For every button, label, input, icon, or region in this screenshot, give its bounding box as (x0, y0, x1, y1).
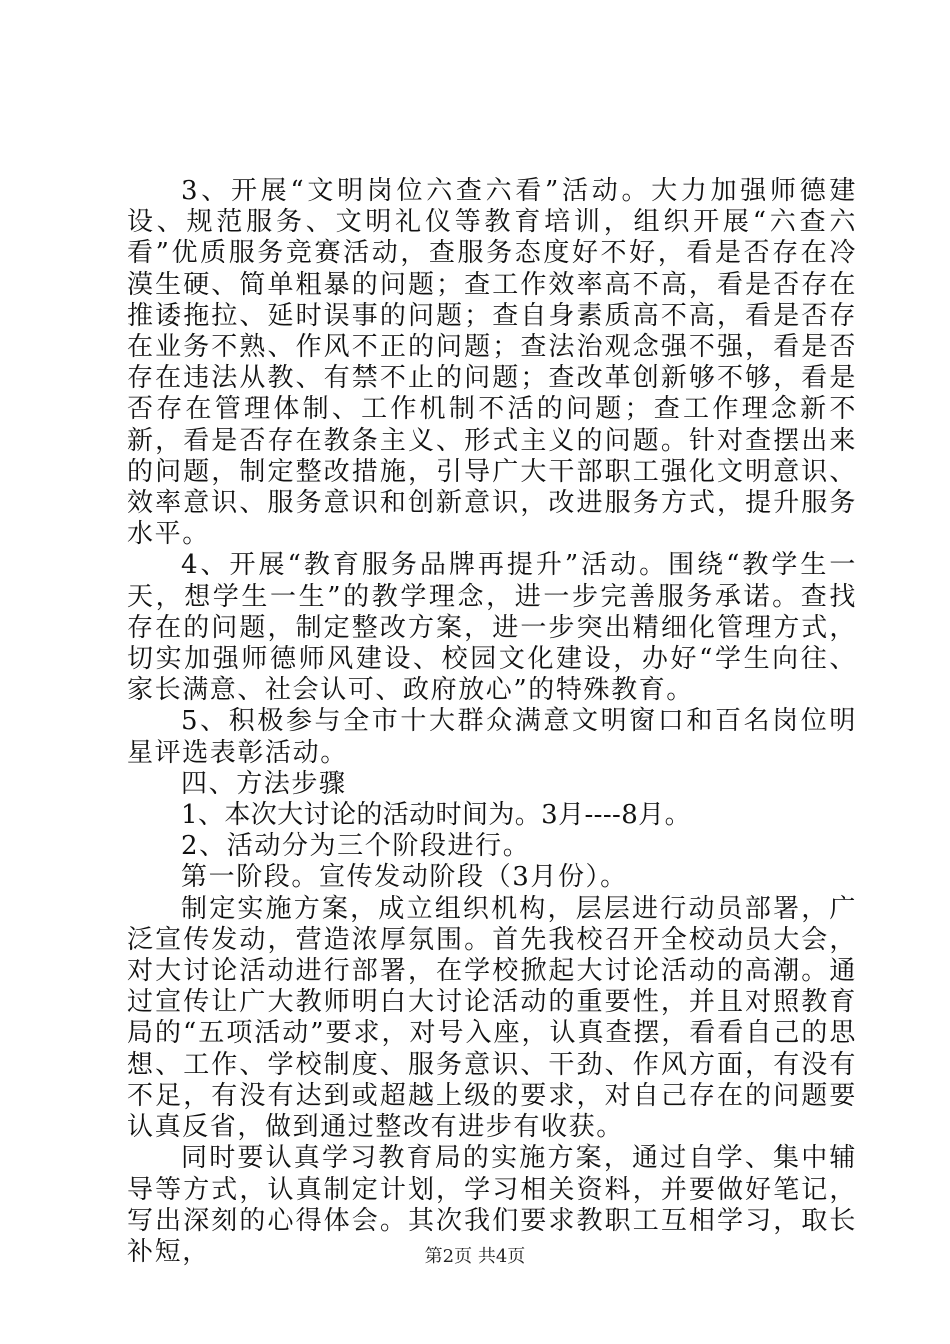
paragraph-activity-5: 5、积极参与全市十大群众满意文明窗口和百名岗位明星评选表彰活动。 (127, 706, 857, 768)
paragraph-step-2: 2、活动分为三个阶段进行。 (181, 831, 531, 862)
paragraph-study-plan: 同时要认真学习教育局的实施方案，通过自学、集中辅导等方式，认真制定计划，学习相关资料，并要做好笔记，写出深刻的心得体会。其次我们要求教职工互相学习，取长补短， (127, 1143, 857, 1267)
paragraph-phase-1-heading: 第一阶段。宣传发动阶段（3月份）。 (181, 862, 628, 893)
page-number-label: 第2页 共4页 (424, 1246, 526, 1267)
paragraph-activity-4: 4、开展“教育服务品牌再提升”活动。围绕“教学生一天，想学生一生”的教学理念，进一步完善服务承诺。查找存在的问题，制定整改方案，进一步突出精细化管理方式，切实加强师德师风建设、校园文化建设，办好“学生向往、家长满意、社会认可、政府放心”的特殊教育。 (127, 550, 857, 706)
page-footer (0, 1242, 950, 1268)
paragraph-activity-3: 3、开展“文明岗位六查六看”活动。大力加强师德建设、规范服务、文明礼仪等教育培训，组织开展“六查六看”优质服务竞赛活动，查服务态度好不好，看是否存在冷漠生硬、简单粗暴的问题；查工作效率高不高，看是否存在推诿拖拉、延时误事的问题；查自身素质高不高，看是否存在业务不熟、作风不正的问题；查法治观念强不强，看是否存在违法从教、有禁不止的问题；查改革创新够不够，看是否存在管理体制、工作机制不活的问题；查工作理念新不新，看是否存在教条主义、形式主义的问题。针对查摆出来的问题，制定整改措施，引导广大干部职工强化文明意识、效率意识、服务意识和创新意识，改进服务方式，提升服务水平。 (127, 176, 857, 550)
paragraph-step-1: 1、本次大讨论的活动时间为。3月----8月。 (181, 800, 691, 831)
document-body (127, 176, 857, 1268)
paragraph-phase-1-body: 制定实施方案，成立组织机构，层层进行动员部署，广泛宣传发动，营造浓厚氛围。首先我校召开全校动员大会，对大讨论活动进行部署，在学校掀起大讨论活动的高潮。通过宣传让广大教师明白大讨论活动的重要性，并且对照教育局的“五项活动”要求，对号入座，认真查摆，看看自己的思想、工作、学校制度、服务意识、干劲、作风方面，有没有不足，有没有达到或超越上级的要求，对自己存在的问题要认真反省，做到通过整改有进步有收获。 (127, 893, 857, 1143)
section-heading-methods: 四、方法步骤 (181, 768, 347, 799)
